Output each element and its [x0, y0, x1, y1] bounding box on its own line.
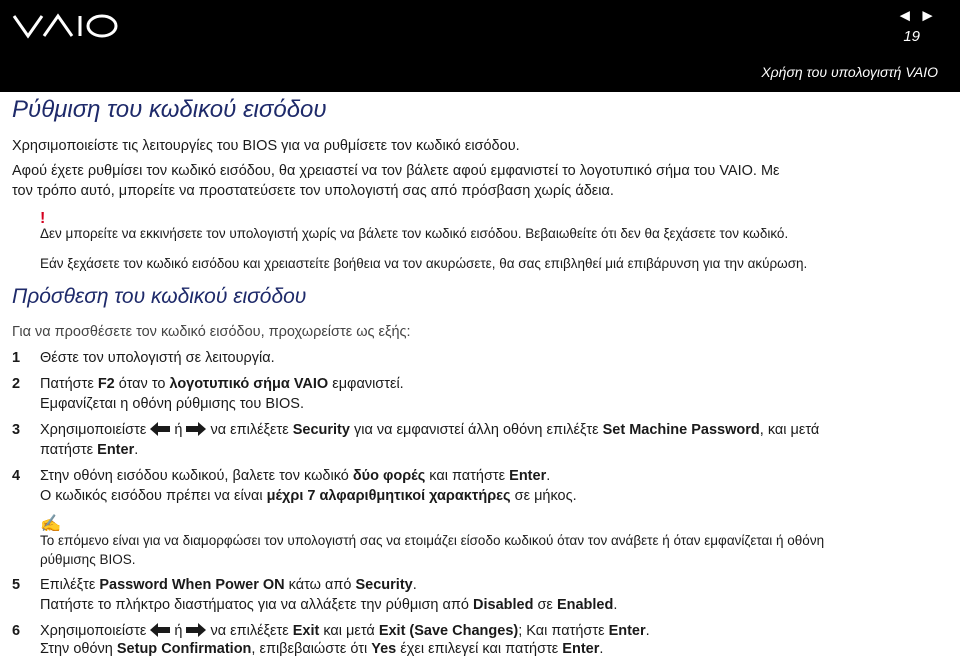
right-arrow-key-icon	[186, 422, 206, 436]
page-nav	[896, 6, 942, 26]
vaio-logo	[12, 12, 122, 42]
step-number: 1	[12, 350, 21, 366]
note-pencil-icon: ✍	[40, 514, 62, 533]
step-text: Στην οθόνη εισόδου κωδικού, βαλετε τον κωδικό δύο φορές και πατήστε Enter.	[40, 468, 551, 484]
step-number: 2	[12, 376, 21, 392]
next-page-icon[interactable]: ►	[919, 6, 942, 25]
para-line-1: Αφού έχετε ρυθμίσει τον κωδικό εισόδου, θα χρειαστεί να τον βάλετε αφού εμφανιστεί το λογοτυπικό σήμα του VAIO. Με	[12, 163, 780, 179]
step-number: 5	[12, 577, 21, 593]
step-text: Χρησιμοποιείστε ή να επιλέξετε Security για να εμφανιστεί άλλη οθόνη επιλέξτε Set Machine Password, και μετά	[40, 422, 820, 438]
warning-icon: !	[40, 210, 46, 227]
intro-text: Χρησιμοποιείστε τις λειτουργίες του BIOS για να ρυθμίσετε τον κωδικό εισόδου.	[12, 138, 520, 154]
left-arrow-key-icon	[150, 422, 170, 436]
lead-text: Για να προσθέσετε τον κωδικό εισόδου, προχωρείστε ως εξής:	[12, 324, 411, 340]
step-4-line-2: Ο κωδικός εισόδου πρέπει να είναι μέχρι 7 αλφαριθμητικοί χαρακτήρες σε μήκος.	[40, 488, 577, 504]
step-number: 3	[12, 422, 21, 438]
section-title: Χρήση του υπολογιστή VAIO	[761, 64, 938, 80]
step-2-line-2: Εμφανίζεται η οθόνη ρύθμισης του BIOS.	[40, 396, 304, 412]
warning-line-2: Εάν ξεχάσετε τον κωδικό εισόδου και χρειαστείτε βοήθεια να τον ακυρώσετε, θα σας επιβληθεί μιά επιβάρυνση για την ακύρωση.	[40, 256, 808, 271]
page-number: 19	[903, 28, 920, 45]
para-line-2: τον τρόπο αυτό, μπορείτε να προστατεύσετε τον υπολογιστή σας από πρόσβαση χωρίς άδεια.	[12, 183, 614, 199]
step-text: Πατήστε F2 όταν το λογοτυπικό σήμα VAIO εμφανιστεί.	[40, 376, 404, 392]
step-text: Χρησιμοποιείστε ή να επιλέξετε Exit και μετά Exit (Save Changes); Και πατήστε Enter.	[40, 623, 650, 639]
step-5-line-2: Πατήστε το πλήκτρο διαστήματος για να αλλάξετε την ρύθμιση από Disabled σε Enabled.	[40, 597, 618, 613]
step-text: Θέστε τον υπολογιστή σε λειτουργία.	[40, 350, 275, 366]
note-line-1: Το επόμενο είναι για να διαμορφώσει τον υπολογιστή σας να ετοιμάζει είσοδο κωδικού όταν τον ανάβετε ή όταν εμφανίζεται ή οθόνη	[40, 533, 825, 548]
right-arrow-key-icon	[186, 623, 206, 637]
page-header	[0, 0, 960, 92]
page-title: Ρύθμιση του κωδικού εισόδου	[12, 96, 327, 123]
section-heading: Πρόσθεση του κωδικού εισόδου	[12, 285, 307, 308]
left-arrow-key-icon	[150, 623, 170, 637]
warning-line-1: Δεν μπορείτε να εκκινήσετε τον υπολογιστή χωρίς να βάλετε τον κωδικό εισόδου. Βεβαιωθείτε ότι δεν θα ξεχάσετε τον κωδικό.	[40, 226, 789, 241]
step-3-line-2: πατήστε Enter.	[40, 442, 139, 458]
step-6-line-2: Στην οθόνη Setup Confirmation, επιβεβαιώστε ότι Yes έχει επιλεγεί και πατήστε Enter.	[40, 641, 604, 657]
prev-page-icon[interactable]: ◄	[896, 6, 920, 25]
step-text: Επιλέξτε Password When Power ON κάτω από Security.	[40, 577, 417, 593]
step-number: 4	[12, 468, 21, 484]
step-number: 6	[12, 623, 21, 639]
note-line-2: ρύθμισης BIOS.	[40, 552, 136, 567]
